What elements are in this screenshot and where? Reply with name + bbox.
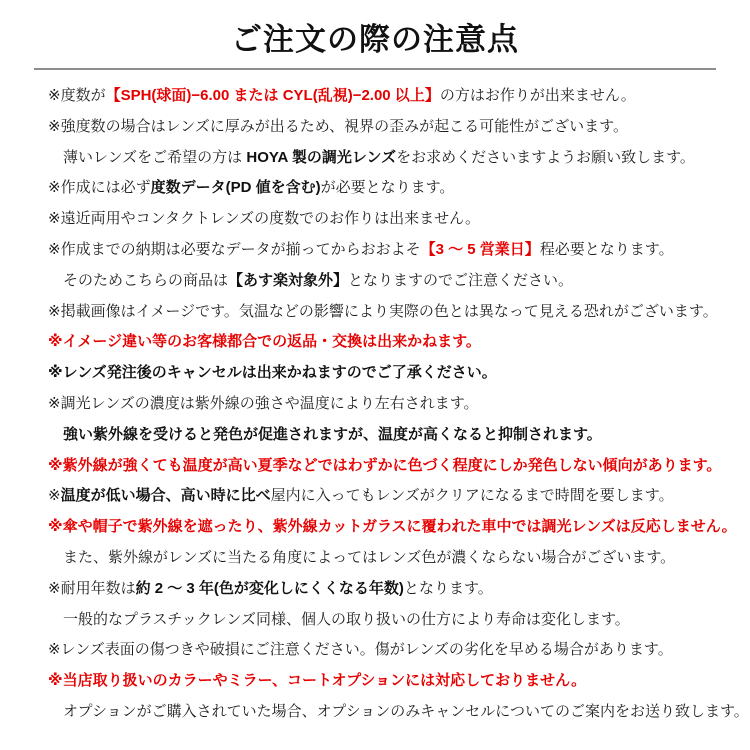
note-text-segment: 薄いレンズをご希望の方は bbox=[63, 148, 247, 166]
note-text-segment: 約 2 ～ 3 年(色が変化しにくくなる年数) bbox=[135, 579, 404, 597]
note-text-segment: 【あす楽対象外】 bbox=[228, 271, 349, 289]
note-text-segment: ※レンズ表面の傷つきや破損にご注意ください。傷がレンズの劣化を早める場合があります。 bbox=[48, 641, 673, 659]
note-text-segment: が必要となります。 bbox=[320, 179, 455, 197]
note-line bbox=[48, 297, 730, 328]
note-text-segment: そのためこちらの商品は bbox=[63, 271, 229, 289]
note-line bbox=[48, 420, 730, 451]
note-text-segment: ※度数が bbox=[48, 87, 106, 104]
note-text-segment: ※ bbox=[48, 487, 61, 505]
note-line bbox=[48, 666, 730, 697]
note-text-segment: ※紫外線が強くても温度が高い夏季などではわずかに色づく程度にしか発色しない傾向があります。 bbox=[48, 456, 722, 474]
note-text-segment: をお求めくださいますようお願い致します。 bbox=[396, 148, 695, 166]
note-line bbox=[48, 512, 737, 543]
note-text-segment: となりますのでご注意ください。 bbox=[348, 271, 574, 289]
note-line bbox=[48, 574, 730, 605]
note-text-segment: 【3 ～ 5 営業日】 bbox=[420, 240, 540, 258]
note-text-segment: 強い紫外線を受けると発色が促進されますが、温度が高くなると抑制されます。 bbox=[63, 425, 602, 443]
note-text-segment: 度数データ(PD 値を含む) bbox=[150, 179, 321, 197]
note-text-segment: 【SPH(球面)−6.00 または CYL(乱視)−2.00 以上】 bbox=[105, 87, 440, 104]
note-line bbox=[48, 451, 730, 482]
notes-list bbox=[0, 70, 750, 728]
note-text-segment: ※当店取り扱いのカラーやミラー、コートオプションには対応しておりません。 bbox=[48, 672, 587, 690]
note-line bbox=[48, 266, 730, 297]
note-text-segment: ※遠近両用やコンタクトレンズの度数でのお作りは出来ません。 bbox=[48, 210, 481, 228]
note-text-segment: ※作成までの納期は必要なデータが揃ってからおおよそ bbox=[48, 240, 421, 258]
note-text-segment: ※イメージ違い等のお客様都合での返品・交換は出来かねます。 bbox=[48, 333, 481, 351]
note-line bbox=[48, 112, 730, 143]
note-line bbox=[48, 481, 730, 512]
note-text-segment: となります。 bbox=[403, 579, 493, 597]
note-line bbox=[48, 389, 730, 420]
note-text-segment: HOYA 製の調光レンズ bbox=[246, 148, 397, 166]
page-title: ご注文の際の注意点 bbox=[231, 22, 519, 57]
note-text-segment: の方はお作りが出来ません。 bbox=[439, 87, 636, 104]
note-line bbox=[48, 605, 730, 636]
note-text-segment: また、紫外線がレンズに当たる角度によってはレンズ色が濃くならない場合がございます。 bbox=[63, 548, 676, 566]
note-line bbox=[48, 143, 730, 174]
note-line bbox=[48, 635, 730, 666]
note-text-segment: ※調光レンズの濃度は紫外線の強さや温度により左右されます。 bbox=[48, 394, 479, 412]
note-text-segment: オプションがご購入されていた場合、オプションのみキャンセルについてのご案内をお送り致します。 bbox=[63, 702, 749, 720]
note-line bbox=[48, 235, 730, 266]
note-text-segment: 温度が低い場合、高い時に比べ bbox=[60, 487, 271, 505]
note-line bbox=[48, 81, 730, 112]
note-line bbox=[48, 327, 730, 358]
note-text-segment: ※傘や帽子で紫外線を遮ったり、紫外線カットガラスに覆われた車中では調光レンズは反応しません。 bbox=[48, 518, 737, 536]
note-text-segment: ※掲載画像はイメージです。気温などの影響により実際の色とは異なって見える恐れがございます。 bbox=[48, 302, 718, 320]
note-line bbox=[48, 543, 730, 574]
note-line bbox=[48, 358, 730, 389]
note-text-segment: 屋内に入ってもレンズがクリアになるまで時間を要します。 bbox=[270, 487, 674, 505]
note-text-segment: ※作成には必ず bbox=[48, 179, 151, 197]
note-text-segment: ※レンズ発注後のキャンセルは出来かねますのでご了承ください。 bbox=[48, 364, 497, 382]
note-line bbox=[48, 697, 749, 728]
note-text-segment: ※耐用年数は bbox=[48, 579, 136, 597]
note-line bbox=[48, 173, 730, 204]
note-line bbox=[48, 204, 730, 235]
note-text-segment: 一般的なプラスチックレンズ同様、個人の取り扱いの仕方により寿命は変化します。 bbox=[63, 610, 630, 628]
note-text-segment: 程必要となります。 bbox=[539, 240, 674, 258]
note-text-segment: ※強度数の場合はレンズに厚みが出るため、視界の歪みが起こる可能性がございます。 bbox=[48, 117, 628, 135]
